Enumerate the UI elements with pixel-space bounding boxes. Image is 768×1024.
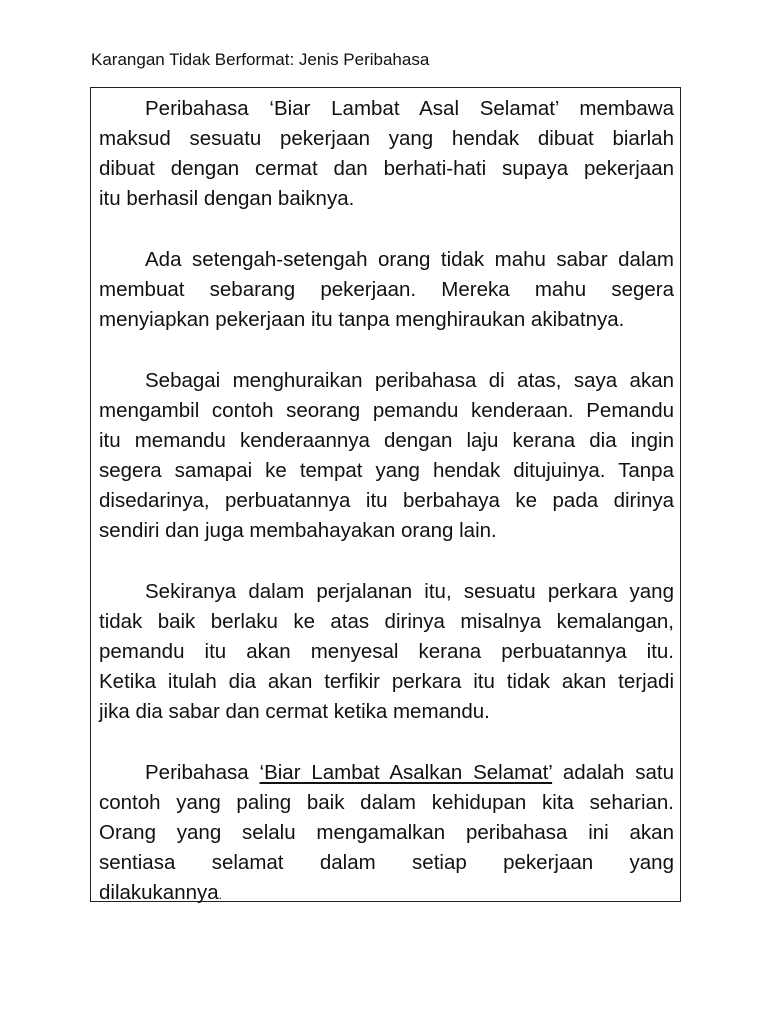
essay-line: itu berhasil dengan baiknya. [99, 187, 355, 210]
essay-line: Orang yang selalu mengamalkan peribahasa ini akan [99, 821, 674, 844]
last-line-period: . [218, 888, 223, 902]
essay-line: sentiasa selamat dalam setiap pekerjaan yang [99, 851, 674, 874]
essay-line-proverb [145, 758, 674, 788]
line-lead: Peribahasa [145, 761, 260, 784]
essay-line: dibuat dengan cermat dan berhati-hati supaya pekerjaan [99, 157, 674, 180]
essay-line: pemandu itu akan menyesal kerana perbuatannya itu. [99, 640, 674, 663]
last-line-text: dilakukannya [99, 881, 219, 904]
essay-line: maksud sesuatu pekerjaan yang hendak dibuat biarlah [99, 127, 674, 150]
essay-line: segera samapai ke tempat yang hendak ditujuinya. Tanpa [99, 459, 674, 482]
essay-line: Peribahasa ‘Biar Lambat Asal Selamat’ membawa [145, 97, 674, 120]
essay-line: membuat sebarang pekerjaan. Mereka mahu segera [99, 278, 674, 301]
essay-line: Ada setengah-setengah orang tidak mahu sabar dalam [145, 248, 674, 271]
essay-line: Ketika itulah dia akan terfikir perkara itu tidak akan terjadi [99, 670, 674, 693]
document-title: Karangan Tidak Berformat: Jenis Peribahasa [91, 50, 430, 69]
essay-line: contoh yang paling baik dalam kehidupan kita seharian. [99, 791, 674, 814]
essay-line: jika dia sabar dan cermat ketika memandu. [99, 700, 490, 723]
essay-line: itu memandu kenderaannya dengan laju kerana dia ingin [99, 429, 674, 452]
essay-line: disedarinya, perbuatannya itu berbahaya ke pada dirinya [99, 489, 674, 512]
essay-box [90, 87, 681, 902]
proverb-underlined: ‘Biar Lambat Asalkan Selamat’ [259, 761, 553, 784]
essay-line: menyiapkan pekerjaan itu tanpa menghiraukan akibatnya. [99, 308, 625, 331]
essay-line: Sebagai menghuraikan peribahasa di atas, saya akan [145, 369, 674, 392]
essay-line: tidak baik berlaku ke atas dirinya misalnya kemalangan, [99, 610, 674, 633]
essay-line: sendiri dan juga membahayakan orang lain. [99, 519, 497, 542]
essay-line-last [99, 878, 222, 910]
essay-line: mengambil contoh seorang pemandu kenderaan. Pemandu [99, 399, 674, 422]
line-tail: adalah satu [552, 761, 674, 784]
essay-line: Sekiranya dalam perjalanan itu, sesuatu perkara yang [145, 580, 674, 603]
